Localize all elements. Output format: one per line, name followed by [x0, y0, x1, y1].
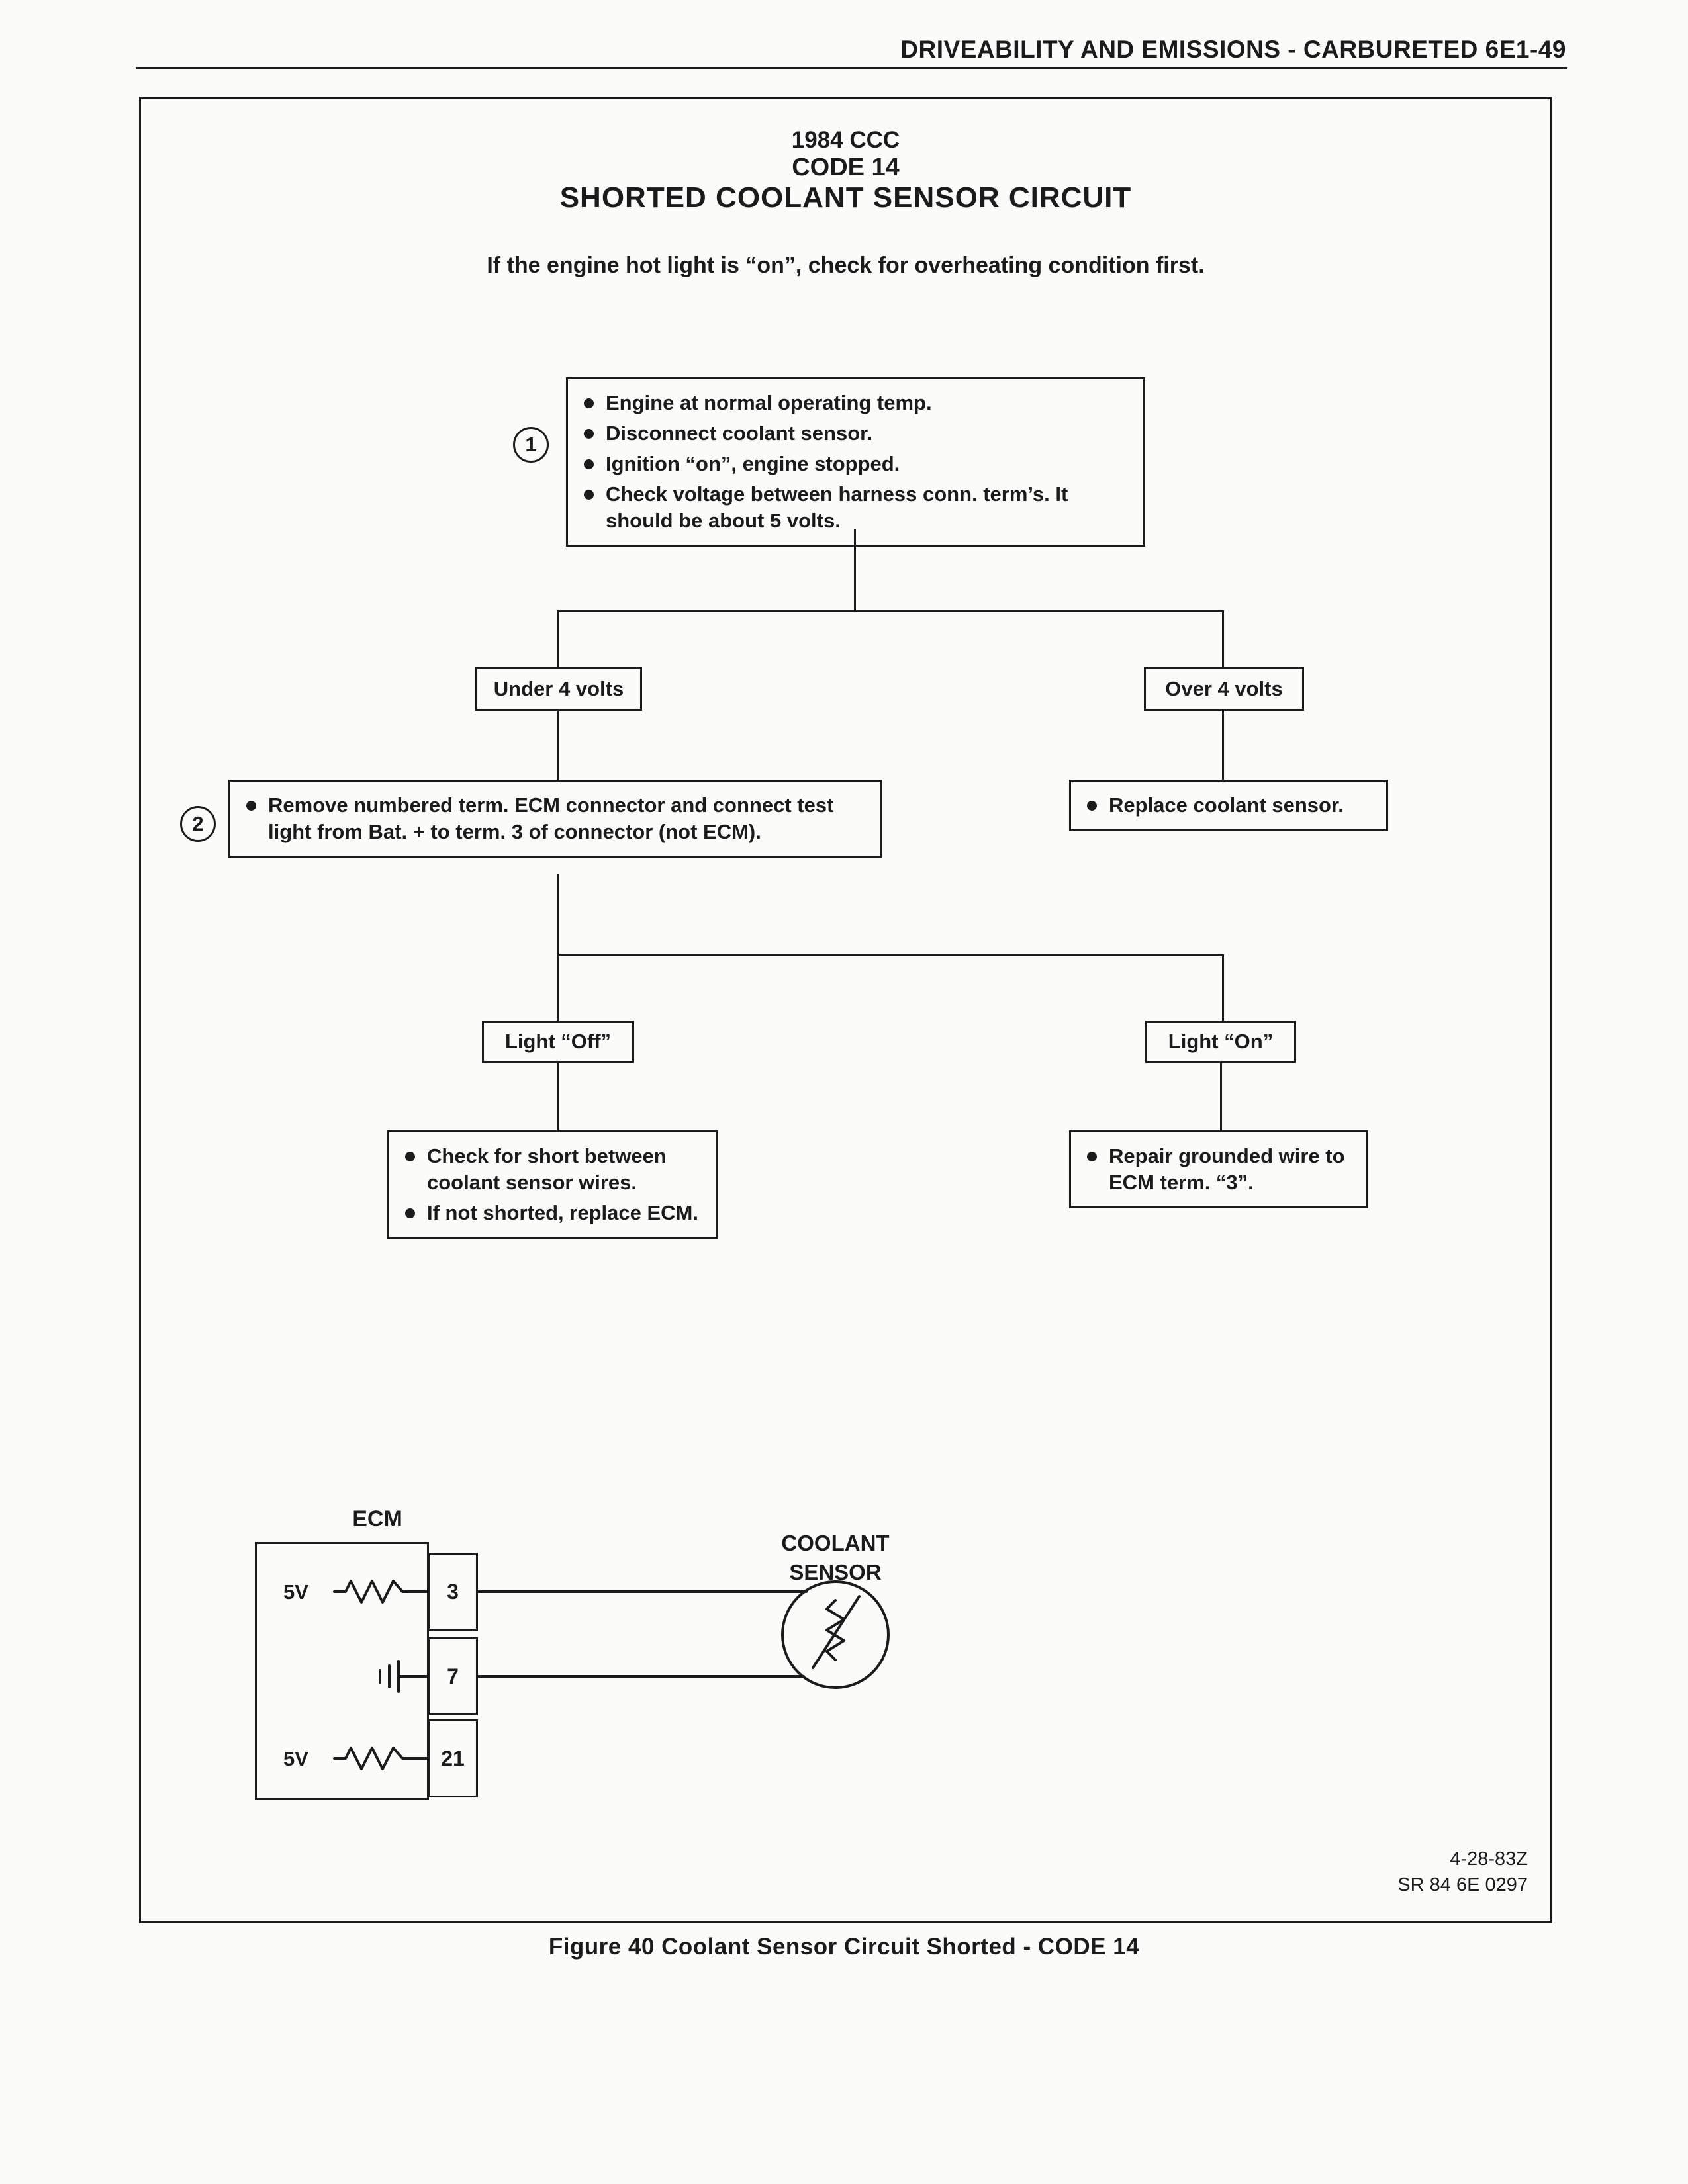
list-item: [584, 481, 1127, 534]
bullet-icon: [1087, 1152, 1097, 1161]
branch-light-off: Light “Off”: [482, 1021, 634, 1063]
list-item: [584, 451, 1127, 477]
connector-line: [1222, 954, 1224, 1022]
list-item: [246, 792, 865, 845]
step-number-2: 2: [180, 806, 216, 842]
list-item: [1087, 792, 1370, 819]
chart-title-line-2: CODE 14: [792, 154, 900, 181]
step1-bullet-1: Engine at normal operating temp.: [606, 391, 932, 414]
connector-line: [557, 1062, 559, 1132]
coolant-sensor-label-line2: SENSOR: [789, 1560, 882, 1584]
list-item: [584, 420, 1127, 447]
ecm-label: ECM: [352, 1506, 402, 1531]
bullet-icon: [584, 429, 594, 439]
resistor-icon: [334, 1748, 428, 1769]
connector-line: [557, 610, 1224, 612]
connector-line: [1222, 610, 1224, 670]
bullet-icon: [405, 1152, 415, 1161]
connector-line: [557, 874, 559, 956]
step1-bullet-2: Disconnect coolant sensor.: [606, 422, 873, 445]
chart-title-line-1: 1984 CCC: [791, 127, 900, 153]
replace-sensor-text: Replace coolant sensor.: [1109, 794, 1344, 817]
doc-refs: [1397, 1846, 1528, 1898]
step1-bullet-3: Ignition “on”, engine stopped.: [606, 452, 900, 475]
list-item: [1087, 1143, 1350, 1196]
connector-line: [1220, 1062, 1222, 1132]
branch-under-4-volts: Under 4 volts: [475, 667, 642, 711]
connector-line: [1222, 709, 1224, 781]
coolant-sensor-label-line1: COOLANT: [781, 1531, 890, 1555]
list-item: [584, 390, 1127, 416]
ecm-terminal-7: 7: [428, 1637, 478, 1715]
branch-over-4-volts: Over 4 volts: [1144, 667, 1304, 711]
list-item: [405, 1143, 700, 1196]
replace-sensor-box: [1069, 780, 1388, 831]
coolant-sensor-label: [736, 1529, 935, 1587]
ecm-terminal-3: 3: [428, 1553, 478, 1631]
step-number-1: 1: [513, 427, 549, 463]
chart-subtitle: If the engine hot light is “on”, check for overheating condition first.: [487, 253, 1205, 278]
voltage-label-5v-bottom: 5V: [283, 1747, 308, 1770]
branch-light-on: Light “On”: [1145, 1021, 1296, 1063]
ecm-terminal-21: 21: [428, 1719, 478, 1797]
header-rule: [136, 67, 1567, 69]
step1-bullet-4: Check voltage between harness conn. term’s. It should be about 5 volts.: [606, 482, 1068, 532]
step2-bullet-1: Remove numbered term. ECM connector and connect test light from Bat. + to term. 3 of connector (not ECM).: [268, 794, 834, 843]
chart-title-line-3: SHORTED COOLANT SENSOR CIRCUIT: [559, 181, 1132, 214]
bullet-icon: [584, 459, 594, 469]
check-short-box: [387, 1130, 718, 1239]
bullet-icon: [405, 1208, 415, 1218]
connector-line: [557, 954, 559, 1022]
repair-wire-box: [1069, 1130, 1368, 1208]
check-short-bullet-2: If not shorted, replace ECM.: [427, 1201, 698, 1224]
step2-box: [228, 780, 882, 858]
doc-ref-1: 4-28-83Z: [1450, 1848, 1528, 1870]
connector-line: [557, 709, 559, 781]
repair-wire-text: Repair grounded wire to ECM term. “3”.: [1109, 1144, 1345, 1194]
ground-icon: [380, 1661, 428, 1692]
page-header: DRIVEABILITY AND EMISSIONS - CARBURETED 6E1-49: [900, 36, 1566, 63]
bullet-icon: [246, 801, 256, 811]
check-short-bullet-1: Check for short between coolant sensor wires.: [427, 1144, 667, 1194]
resistor-icon: [334, 1581, 428, 1602]
bullet-icon: [584, 398, 594, 408]
connector-line: [854, 529, 856, 612]
doc-ref-2: SR 84 6E 0297: [1397, 1874, 1528, 1895]
connector-line: [557, 954, 1224, 956]
figure-caption: Figure 40 Coolant Sensor Circuit Shorted - CODE 14: [548, 1934, 1140, 1960]
bullet-icon: [1087, 801, 1097, 811]
connector-line: [557, 610, 559, 670]
bullet-icon: [584, 490, 594, 500]
voltage-label-5v-top: 5V: [283, 1580, 308, 1604]
thermistor-icon: [813, 1596, 859, 1668]
list-item: [405, 1200, 700, 1226]
step1-box: [566, 377, 1145, 547]
